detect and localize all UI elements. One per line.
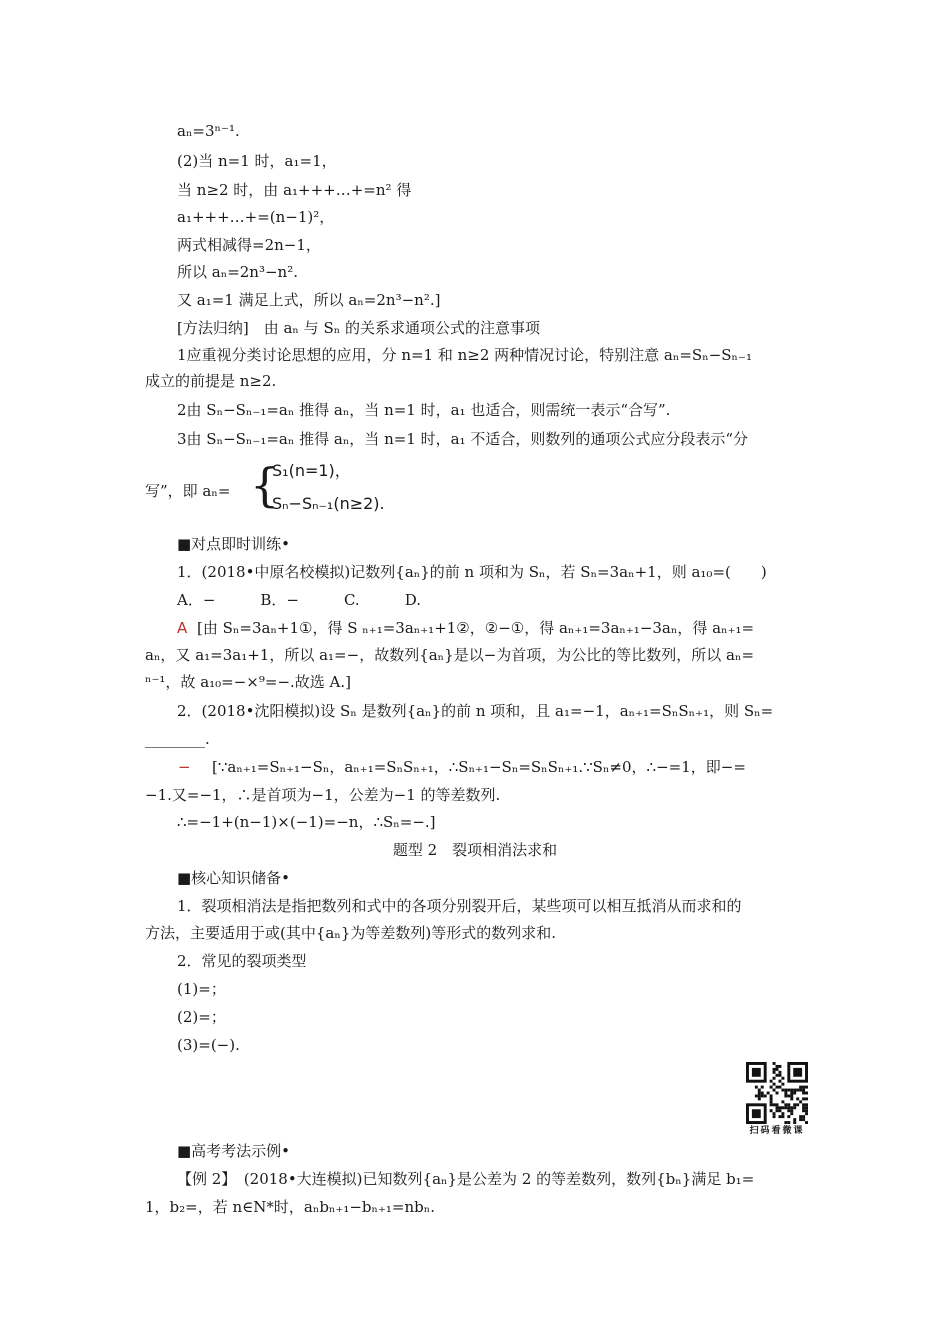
text-line: 所以 aₙ=2n³−n². [177,263,298,281]
qr-code-block[interactable] [746,1062,808,1138]
text-line: 【例 2】 (2018•大连模拟)已知数列{aₙ}是公差为 2 的等差数列，数列{bₙ}满足 b₁= [177,1170,755,1188]
qr-code-icon[interactable] [746,1062,808,1124]
text-line: 1，b₂=，若 n∈N*时，aₙbₙ₊₁−bₙ₊₁=nbₙ. [145,1198,436,1216]
text-line: 1．裂项相消法是指把数列和式中的各项分别裂开后，某些项可以相互抵消从而求和的 [177,897,742,915]
qr-caption: 扫码看微课 [749,1126,805,1136]
text-line: a₁+++…+=(n−1)²， [177,208,335,226]
piecewise-case-1: S₁(n=1)， [272,461,351,480]
text-line: (1)=； [177,980,226,998]
text-line: 方法，主要适用于或(其中{aₙ}为等差数列)等形式的数列求和. [145,924,556,942]
text-line: (2)当 n=1 时，a₁=1， [177,152,337,170]
section-heading: 题型 2 裂项相消法求和 [392,841,558,859]
text-line: 2．常见的裂项类型 [177,952,307,970]
text-line: [方法归纳] 由 aₙ 与 Sₙ 的关系求通项公式的注意事项 [177,319,540,337]
text-line: ⁿ⁻¹，故 a₁₀=−×⁹=−.故选 A.] [145,673,352,691]
text-line: [由 Sₙ=3aₙ+1①，得 S ₙ₊₁=3aₙ₊₁+1②，②−①，得 aₙ₊₁=3aₙ₊₁−3aₙ，得 aₙ₊₁= [197,619,755,637]
text-line: ■高考考法示例• [177,1142,291,1160]
text-line: −1.又=−1，∴是首项为−1，公差为−1 的等差数列. [145,786,501,804]
piecewise-case-2: Sₙ−Sₙ₋₁(n≥2). [272,494,385,513]
text-line: 两式相减得=2n−1， [177,236,321,254]
text-line: 3由 Sₙ−Sₙ₋₁=aₙ 推得 aₙ，当 n=1 时，a₁ 不适合，则数列的通项公式应分段表示“分 [177,430,749,448]
piecewise-brace: { [250,458,280,512]
text-line: ■对点即时训练• [177,535,291,553]
text-line: aₙ，又 a₁=3a₁+1，所以 a₁=−，故数列{aₙ}是以−为首项，为公比的等比数列，所以 aₙ= [145,646,755,664]
text-line: 2．(2018•沈阳模拟)设 Sₙ 是数列{aₙ}的前 n 项和，且 a₁=−1，aₙ₊₁=SₙSₙ₊₁，则 Sₙ= [177,702,774,720]
text-line: A．− B．− C. D. [177,591,421,609]
text-line: 1应重视分类讨论思想的应用，分 n=1 和 n≥2 两种情况讨论，特别注意 aₙ=Sₙ−Sₙ₋₁ [177,346,752,364]
text-line: ________. [145,730,210,748]
text-line: 1．(2018•中原名校模拟)记数列{aₙ}的前 n 项和为 Sₙ，若 Sₙ=3aₙ+1，则 a₁₀=( ) [177,563,767,581]
text-line: 成立的前提是 n≥2. [145,372,277,390]
text-line: ■核心知识储备• [177,869,291,887]
answer-mark-2: − [178,758,191,776]
text-line: (3)=(−). [177,1036,240,1054]
text-line: 2由 Sₙ−Sₙ₋₁=aₙ 推得 aₙ，当 n=1 时，a₁ 也适合，则需统一表示“合写”. [177,401,671,419]
text-line: 当 n≥2 时，由 a₁+++…+=n² 得 [177,181,412,199]
text-line: 又 a₁=1 满足上式，所以 aₙ=2n³−n².] [177,291,441,309]
text-line: aₙ=3ⁿ⁻¹. [177,122,240,140]
text-line: 写”，即 aₙ= [145,482,231,500]
text-line: (2)=； [177,1008,226,1026]
text-line: [∵aₙ₊₁=Sₙ₊₁−Sₙ，aₙ₊₁=SₙSₙ₊₁，∴Sₙ₊₁−Sₙ=SₙSₙ₊₁.∵Sₙ≠0，∴−=1，即−= [212,758,746,776]
answer-mark-1: A [177,619,188,637]
text-line: ∴=−1+(n−1)×(−1)=−n，∴Sₙ=−.] [177,813,436,831]
